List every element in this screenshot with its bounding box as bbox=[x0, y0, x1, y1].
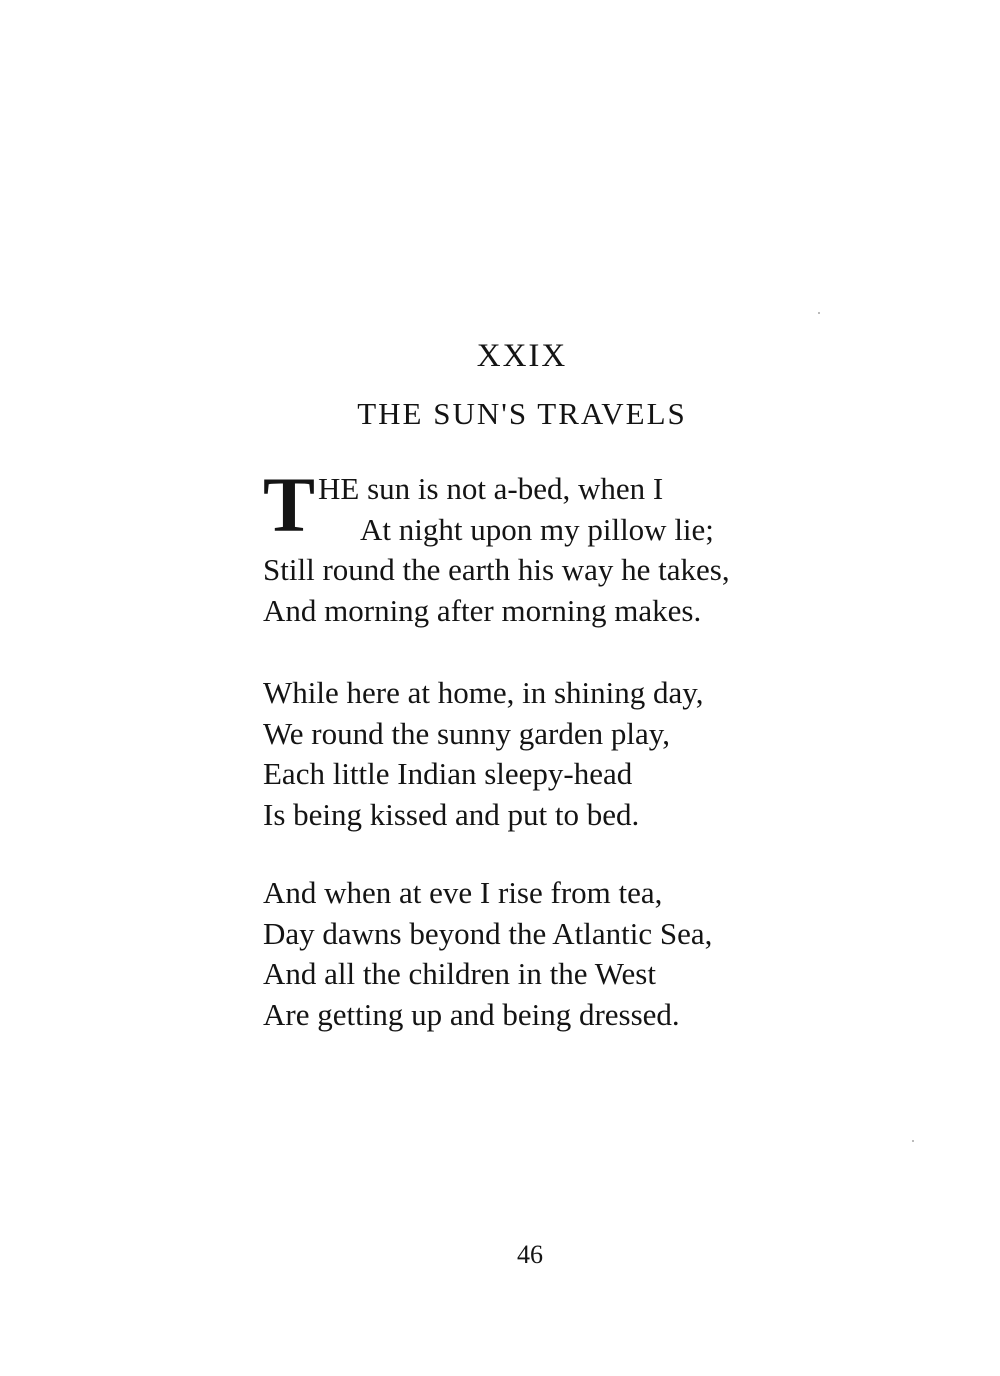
poem-line: At night upon my pillow lie; bbox=[360, 511, 714, 547]
poem-line: Each little Indian sleepy-head bbox=[263, 756, 633, 791]
poem-line: HE sun is not a-bed, when I bbox=[318, 471, 664, 506]
poem-line: Is being kissed and put to bed. bbox=[263, 796, 640, 832]
poem-line: We round the sunny garden play, bbox=[263, 715, 670, 751]
scan-speck bbox=[818, 312, 820, 314]
scan-speck bbox=[912, 1140, 914, 1142]
stanza-2 bbox=[263, 673, 883, 835]
poem-title: THE SUN'S TRAVELS bbox=[357, 396, 687, 431]
poem-line: While here at home, in shining day, bbox=[263, 675, 704, 710]
page-number: 46 bbox=[517, 1240, 543, 1269]
poem-line: And when at eve I rise from tea, bbox=[263, 875, 663, 910]
poem-line: Day dawns beyond the Atlantic Sea, bbox=[263, 915, 713, 951]
poem-line: Still round the earth his way he takes, bbox=[263, 552, 730, 587]
chapter-number: XXIX bbox=[476, 338, 568, 374]
stanza-1 bbox=[263, 469, 883, 631]
poem-line: And morning after morning makes. bbox=[263, 592, 702, 628]
poem-line: Are getting up and being dressed. bbox=[263, 996, 680, 1032]
poem-line: And all the children in the West bbox=[263, 956, 656, 991]
stanza-3 bbox=[263, 873, 883, 1035]
drop-cap: T bbox=[263, 461, 316, 548]
